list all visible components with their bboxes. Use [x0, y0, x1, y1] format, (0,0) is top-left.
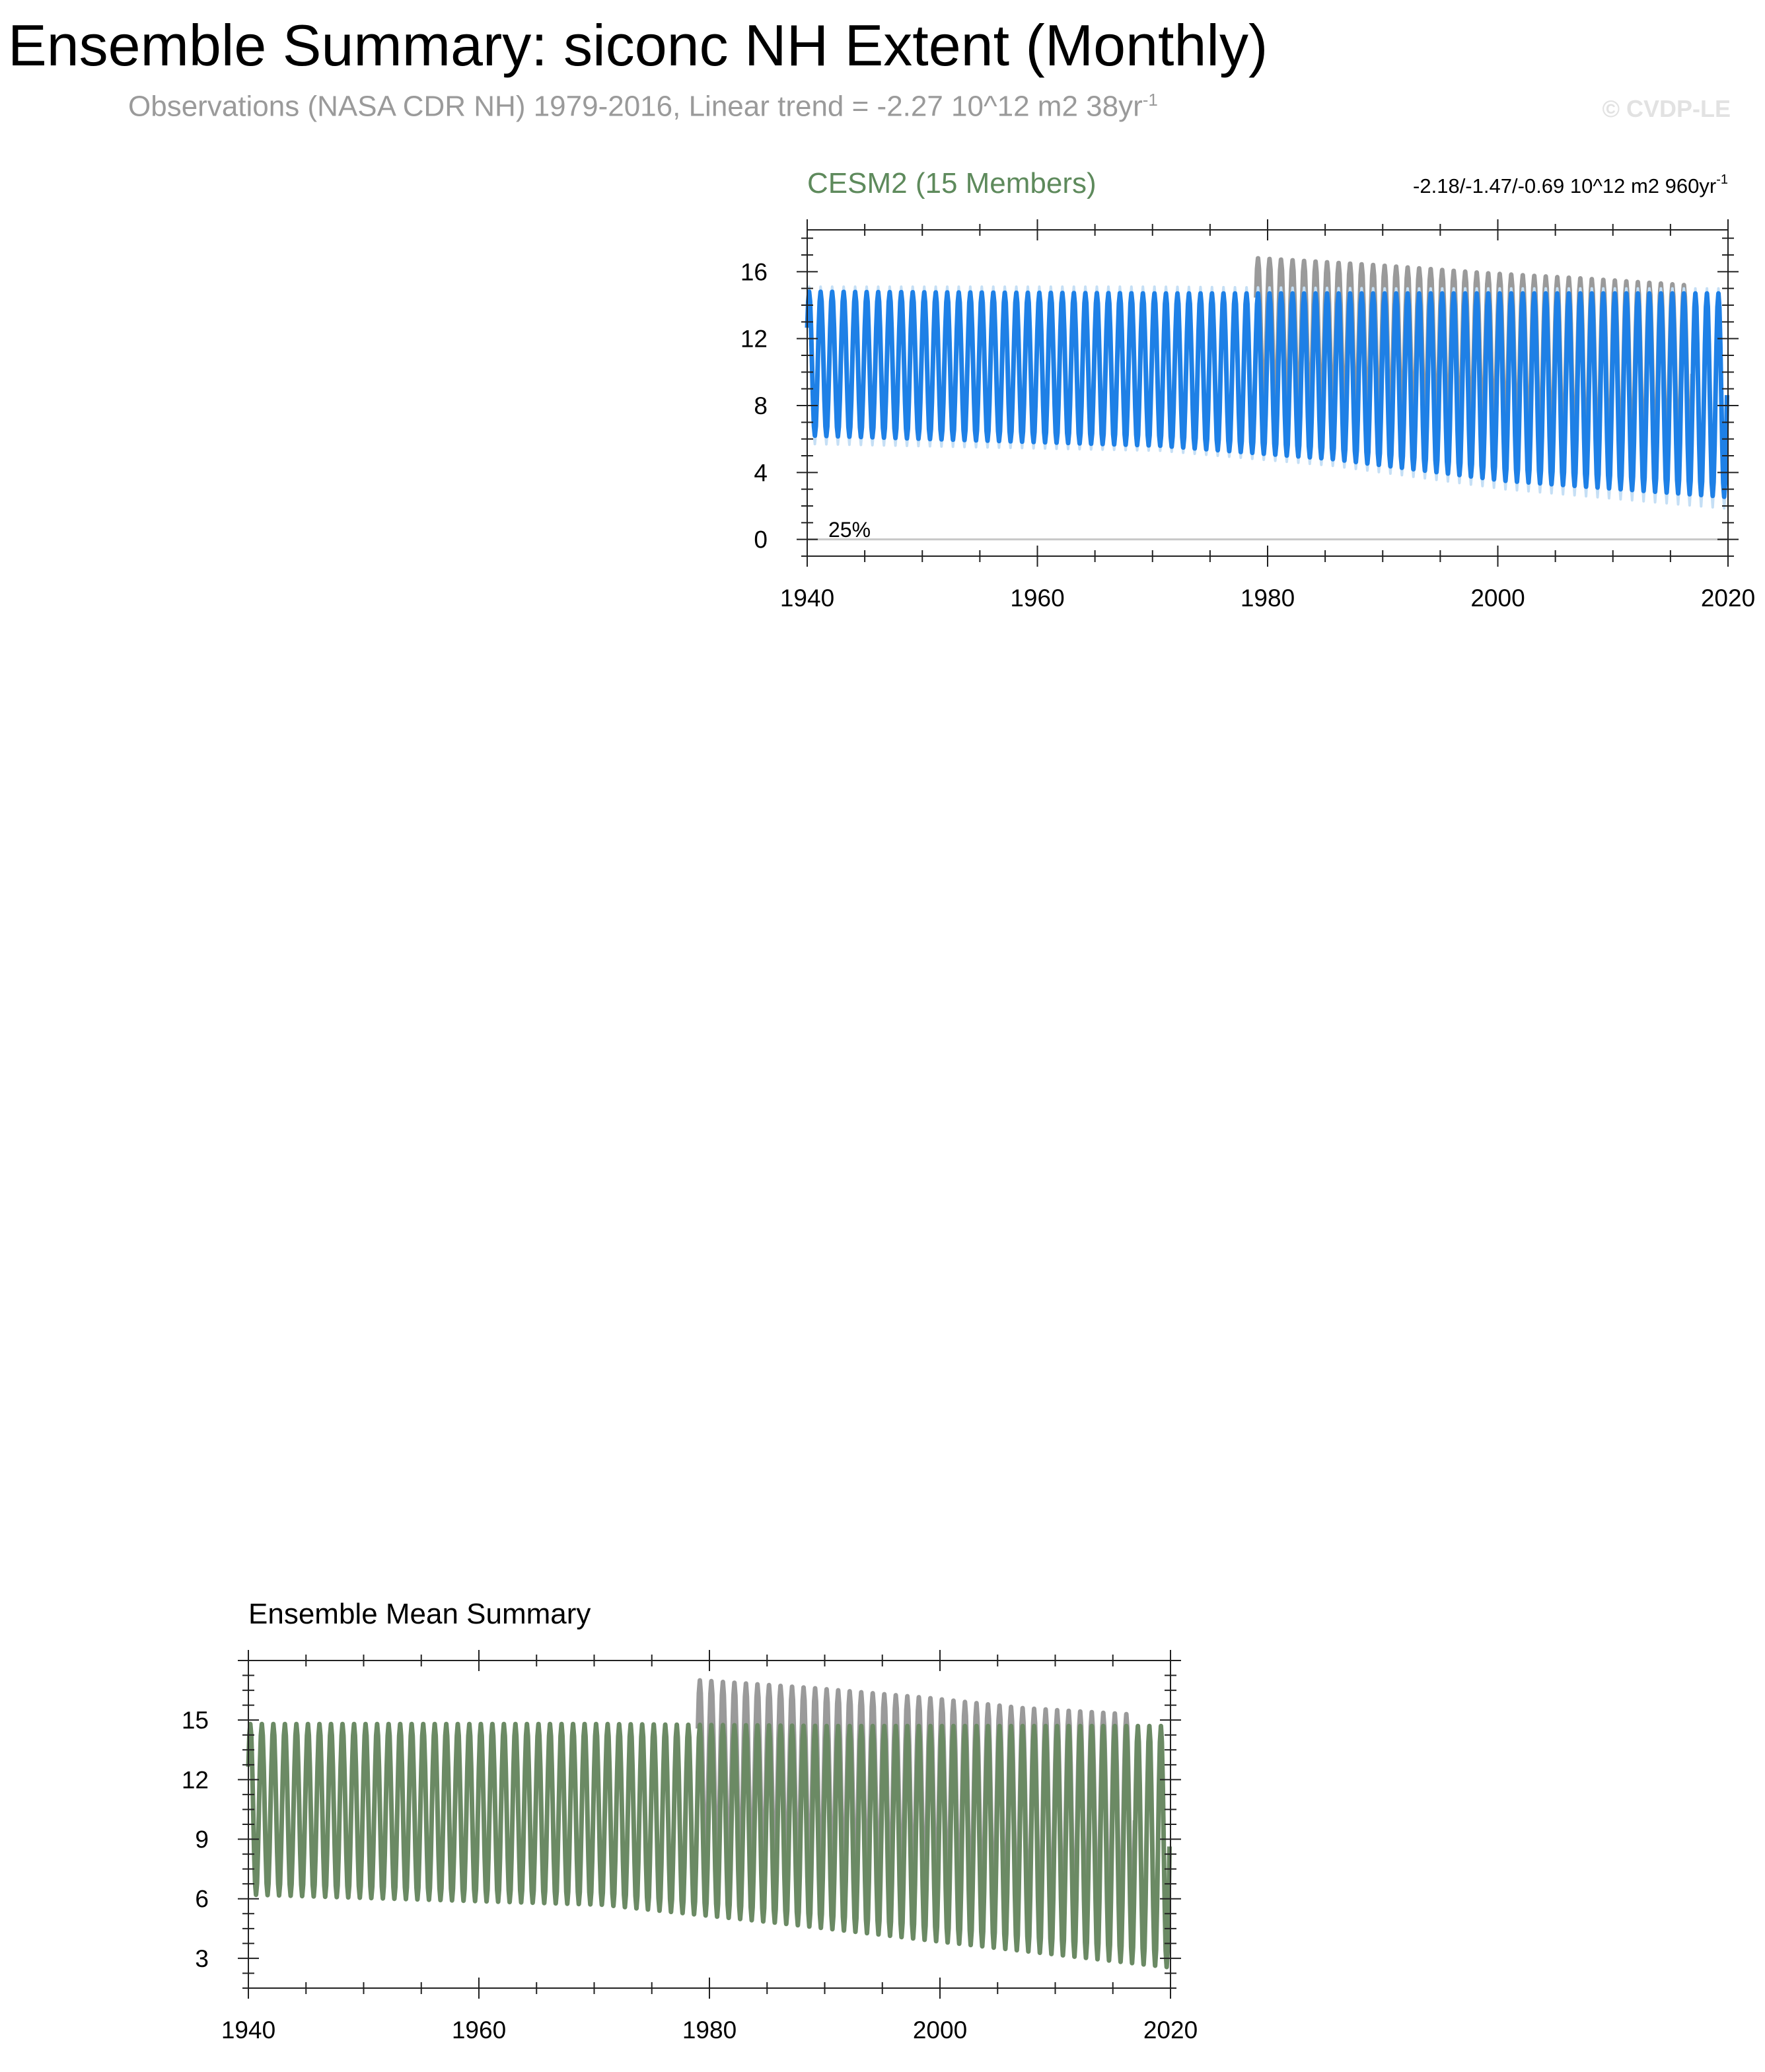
trend-label: -2.18/-1.47/-0.69 10^12 m2 $960yr^{-1}$ — [1413, 172, 1728, 197]
chart-title: Ensemble Mean Summary — [248, 1598, 591, 1630]
y-tick-label: 9 — [195, 1826, 209, 1853]
x-tick-label: 1960 — [451, 2017, 507, 2044]
x-tick-label: 1960 — [1010, 585, 1065, 612]
y-tick-label: 4 — [754, 459, 768, 487]
x-tick-label: 2000 — [912, 2017, 968, 2044]
y-tick-label: 3 — [195, 1945, 209, 1972]
observations-subtitle: Observations (NASA CDR NH) 1979-2016, Linear trend = -2.27 10^12 m2 $38yr^{-1}$ — [128, 90, 1158, 123]
x-tick-label: 2000 — [1470, 585, 1525, 612]
chart-title: CESM2 (15 Members) — [807, 167, 1097, 199]
y-tick-label: 8 — [754, 392, 768, 419]
page-title: Ensemble Summary: siconc NH Extent (Monthly) — [8, 13, 1268, 78]
copyright-label: © CVDP-LE — [1602, 95, 1731, 122]
y-tick-label: 0 — [754, 526, 768, 554]
x-tick-label: 2020 — [1700, 585, 1756, 612]
y-tick-label: 6 — [195, 1885, 209, 1913]
y-tick-label: 12 — [181, 1766, 209, 1794]
x-tick-label: 1940 — [221, 2017, 276, 2044]
x-tick-label: 1980 — [682, 2017, 737, 2044]
y-tick-label: 15 — [181, 1707, 209, 1734]
x-tick-label: 1940 — [779, 585, 835, 612]
series-line-1 — [248, 1724, 1170, 1967]
y-tick-label: 16 — [740, 258, 768, 286]
percent-annotation: 25% — [828, 518, 871, 542]
y-tick-label: 12 — [740, 325, 768, 353]
x-tick-label: 2020 — [1143, 2017, 1198, 2044]
x-tick-label: 1980 — [1240, 585, 1295, 612]
